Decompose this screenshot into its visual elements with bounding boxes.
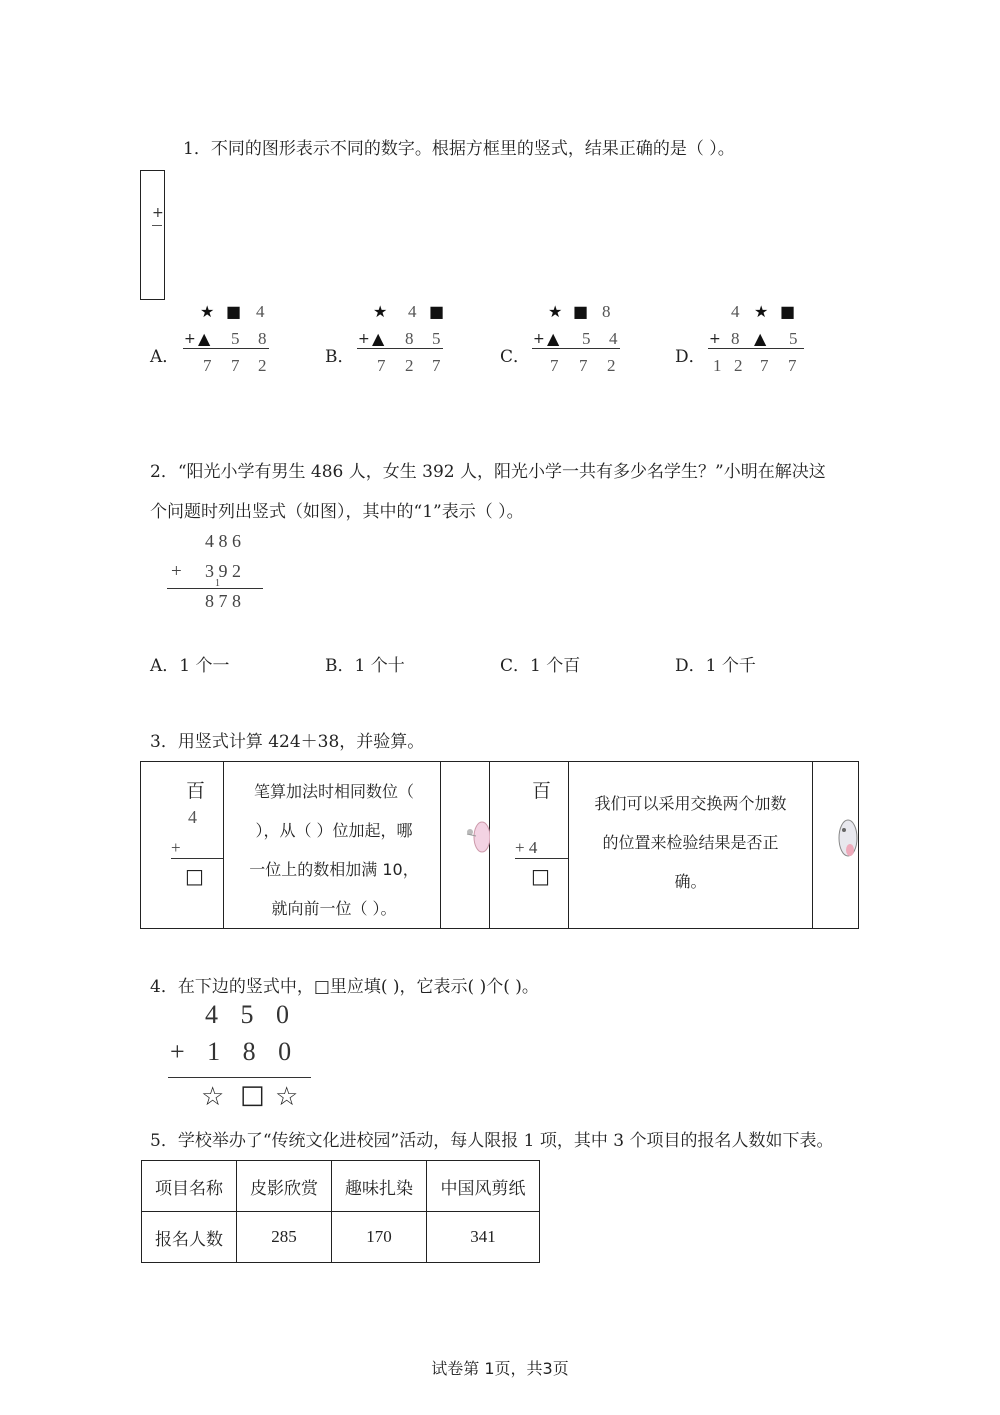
q2-option-a[interactable]: A．1 个一 <box>150 656 230 676</box>
digit: 5 <box>582 329 591 348</box>
star-icon: ★ <box>754 302 769 321</box>
table-header-cell: 项目名称 <box>142 1161 237 1212</box>
plus-sign: + <box>171 838 181 857</box>
plus-sign: + <box>184 331 196 347</box>
digit: 5 <box>789 329 798 348</box>
digit: 4 <box>408 302 417 321</box>
plus-sign: + <box>709 331 721 347</box>
digit: 2 <box>734 356 743 375</box>
digit: 2 <box>607 356 616 375</box>
digit: 8 <box>258 329 267 348</box>
q1-option-c[interactable] <box>500 300 640 380</box>
star-icon: ★ <box>373 302 388 321</box>
q3-left-digit: 4 <box>188 807 197 827</box>
q2-carry-digit: 1 <box>215 578 220 589</box>
digit: 4 <box>731 302 740 321</box>
table-header-cell: 中国风剪纸 <box>427 1161 540 1212</box>
option-label: D． <box>675 347 706 367</box>
q4-vertical-calc <box>165 1000 315 1115</box>
digit: 1 <box>713 356 722 375</box>
table-cell: 170 <box>332 1212 427 1263</box>
hint-line: ），从（ ）位加起，哪 <box>255 821 413 840</box>
square-icon: ■ <box>429 302 445 321</box>
table-header-cell: 皮影欣赏 <box>237 1161 332 1212</box>
triangle-icon: ▲ <box>754 329 767 348</box>
answer-box[interactable]: □ <box>240 1080 265 1110</box>
q1-stem: 1．不同的图形表示不同的数字。根据方框里的竖式，结果正确的是（ ）。 <box>183 139 735 159</box>
digit: 7 <box>550 356 559 375</box>
q1-option-a[interactable] <box>150 300 290 380</box>
q3-stem: 3．用竖式计算 424＋38，并验算。 <box>150 732 425 752</box>
q1-box-plus: + <box>152 205 164 221</box>
digit: 7 <box>760 356 769 375</box>
plus-sign: + <box>171 561 182 582</box>
star-icon: ★ <box>200 302 215 321</box>
answer-box[interactable]: □ <box>531 864 550 888</box>
cartoon-character-icon <box>834 810 858 866</box>
q2-mid-number: 3 9 2 <box>205 561 241 581</box>
square-icon: ■ <box>573 302 589 321</box>
hint-line: 笔算加法时相同数位（ <box>253 782 414 801</box>
digit: 7 <box>788 356 797 375</box>
digit: 4 <box>609 329 618 348</box>
table-row <box>142 1212 540 1263</box>
hint-line: 一位上的数相加满 10， <box>249 860 419 879</box>
q5-enrollment-table <box>141 1160 540 1263</box>
triangle-icon: ▲ <box>198 329 211 348</box>
cartoon-character-icon <box>464 812 490 862</box>
q5-stem: 5．学校举办了“传统文化进校园”活动，每人限报 1 项，其中 3 个项目的报名人数如下表。 <box>150 1131 834 1151</box>
digit: 5 <box>231 329 240 348</box>
q3-left-header: 百 <box>186 780 206 802</box>
hint-line: 我们可以采用交换两个加数 <box>594 794 787 813</box>
q2-vertical-calc <box>165 528 265 618</box>
q2-stem-line2: 个问题时列出竖式（如图），其中的“1”表示（ ）。 <box>150 502 524 522</box>
digit: 8 <box>731 329 740 348</box>
table-cell: 341 <box>427 1212 540 1263</box>
q1-figure-box <box>140 170 165 300</box>
hint-line: 就向前一位（ ）。 <box>271 899 397 918</box>
table-cell: 报名人数 <box>142 1212 237 1263</box>
digit: 7 <box>203 356 212 375</box>
q3-hint-panel <box>140 761 859 929</box>
option-label: A． <box>150 347 180 367</box>
q3-right-plus: + 4 <box>515 838 538 857</box>
digit: 2 <box>405 356 414 375</box>
digit: 5 <box>432 329 441 348</box>
digit: 7 <box>231 356 240 375</box>
star-icon: ★ <box>548 302 563 321</box>
digit: 7 <box>432 356 441 375</box>
q2-stem-line1: 2．“阳光小学有男生 486 人，女生 392 人，阳光小学一共有多少名学生？”小明在解决这 <box>150 462 826 482</box>
q2-option-d[interactable]: D．1 个千 <box>675 656 756 676</box>
digit: 8 <box>602 302 611 321</box>
digit: 4 <box>256 302 265 321</box>
digit: 7 <box>579 356 588 375</box>
q2-option-c[interactable]: C．1 个百 <box>500 656 581 676</box>
q4-top-number: 4 5 0 <box>205 1000 297 1029</box>
plus-sign: + <box>533 331 545 347</box>
answer-box[interactable]: □ <box>185 864 204 888</box>
q1-option-b[interactable] <box>325 300 465 380</box>
q1-option-d[interactable] <box>675 300 815 380</box>
hint-line: 的位置来检验结果是否正 <box>602 833 779 852</box>
q4-second-number: + 1 8 0 <box>170 1037 300 1066</box>
table-row <box>142 1161 540 1212</box>
q2-option-b[interactable]: B．1 个十 <box>325 656 405 676</box>
square-icon: ■ <box>226 302 242 321</box>
q3-left-hint <box>229 772 439 928</box>
table-header-cell: 趣味扎染 <box>332 1161 427 1212</box>
digit: 8 <box>405 329 414 348</box>
table-cell: 285 <box>237 1212 332 1263</box>
digit: 7 <box>377 356 386 375</box>
triangle-icon: ▲ <box>372 329 385 348</box>
digit: 2 <box>258 356 267 375</box>
option-label: B． <box>325 347 355 367</box>
q3-right-hint <box>573 784 808 901</box>
q2-bottom-number: 8 7 8 <box>205 591 241 611</box>
q2-top-number: 4 8 6 <box>205 531 241 551</box>
q3-right-header: 百 <box>532 780 552 802</box>
q4-stem: 4．在下边的竖式中，□里应填( )，它表示( )个( )。 <box>150 977 539 997</box>
page-footer: 试卷第 1页，共3页 <box>431 1359 569 1378</box>
triangle-icon: ▲ <box>547 329 560 348</box>
star-outline-icon: ☆ <box>201 1082 225 1112</box>
square-icon: ■ <box>780 302 796 321</box>
option-label: C． <box>500 347 531 367</box>
star-outline-icon: ☆ <box>275 1082 299 1112</box>
plus-sign: + <box>358 331 370 347</box>
hint-line: 确。 <box>674 872 707 891</box>
